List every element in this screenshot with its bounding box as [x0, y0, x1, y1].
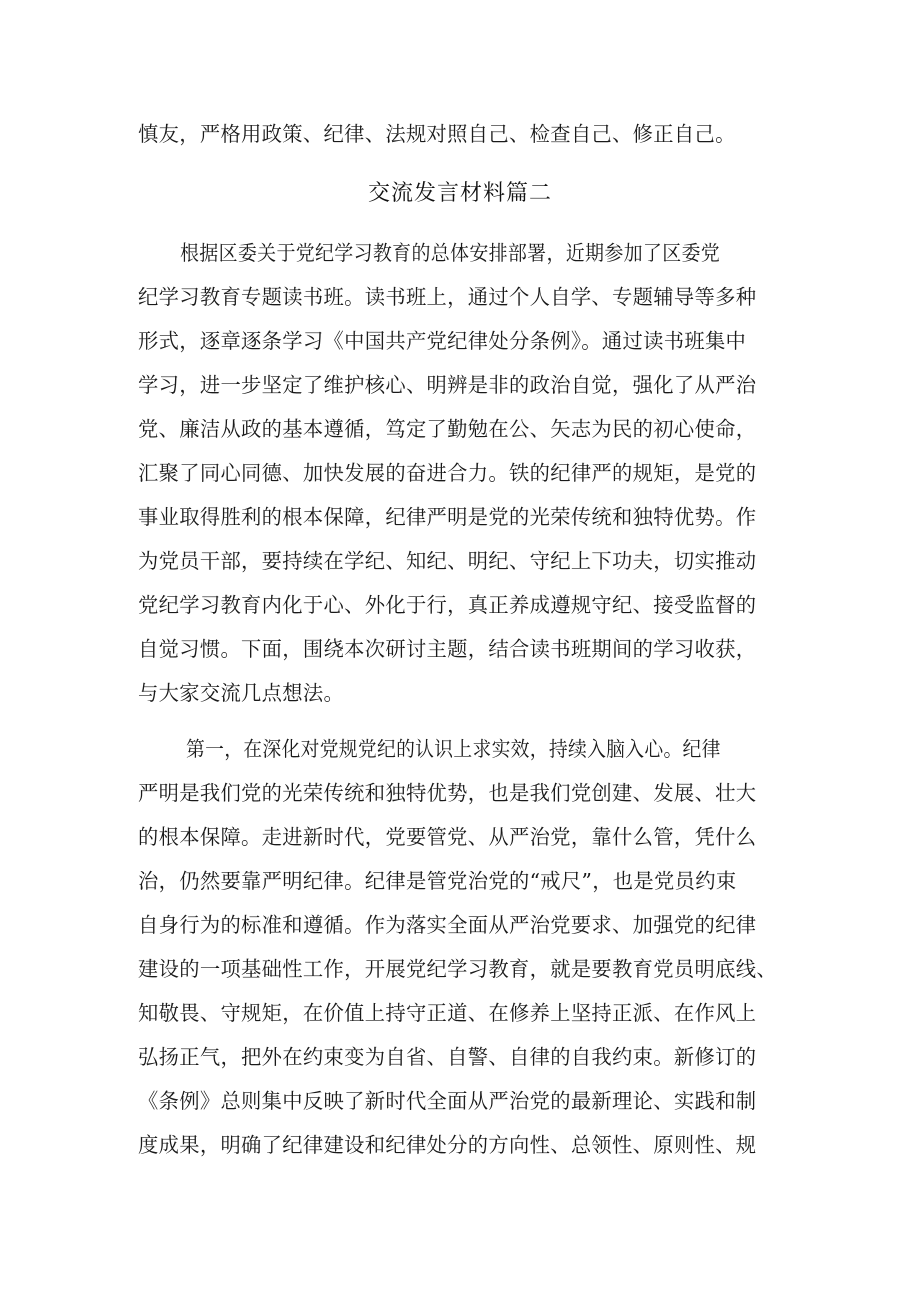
paragraph-line: 学习，进一步坚定了维护核心、明辨是非的政治自觉，强化了从严治 — [138, 373, 757, 397]
paragraph-line: 弘扬正气，把外在约束变为自省、自警、自律的自我约束。新修订的 — [138, 1045, 757, 1069]
paragraph-line: 的根本保障。走进新时代，党要管党、从严治党，靠什么管，凭什么 — [138, 825, 757, 849]
paragraph-line: 知敬畏、守规矩，在价值上持守正道、在修养上坚持正派、在作风上 — [138, 1001, 757, 1025]
paragraph-line: 事业取得胜利的根本保障，纪律严明是党的光荣传统和独特优势。作 — [138, 505, 757, 529]
paragraph-line: 度成果，明确了纪律建设和纪律处分的方向性、总领性、原则性、规 — [138, 1133, 757, 1157]
paragraph-line: 为党员干部，要持续在学纪、知纪、明纪、守纪上下功夫，切实推动 — [138, 549, 757, 573]
paragraph-line: 纪学习教育专题读书班。读书班上，通过个人自学、专题辅导等多种 — [138, 285, 757, 309]
paragraph-line: 第一，在深化对党规党纪的认识上求实效，持续入脑入心。纪律 — [186, 737, 721, 761]
paragraph-line: 自身行为的标准和遵循。作为落实全面从严治党要求、加强党的纪律 — [138, 913, 757, 937]
paragraph-line: 党、廉洁从政的基本遵循，笃定了勤勉在公、矢志为民的初心使命， — [138, 417, 757, 441]
paragraph-line: 与大家交流几点想法。 — [138, 681, 345, 705]
paragraph-line: 建设的一项基础性工作，开展党纪学习教育，就是要教育党员明底线、 — [138, 957, 777, 981]
paragraph-line: 根据区委关于党纪学习教育的总体安排部署，近期参加了区委党 — [180, 241, 721, 265]
paragraph-line: 党纪学习教育内化于心、外化于行，真正养成遵规守纪、接受监督的 — [138, 593, 757, 617]
text-line-continuation: 慎友，严格用政策、纪律、法规对照自己、检查自己、修正自己。 — [138, 122, 736, 146]
paragraph-line: 《条例》总则集中反映了新时代全面从严治党的最新理论、实践和制 — [138, 1089, 757, 1113]
paragraph-line: 严明是我们党的光荣传统和独特优势，也是我们党创建、发展、壮大 — [138, 781, 757, 805]
paragraph-line: 自觉习惯。下面，围绕本次研讨主题，结合读书班期间的学习收获， — [138, 637, 757, 661]
section-title: 交流发言材料篇二 — [367, 181, 552, 206]
paragraph-line: 形式，逐章逐条学习《中国共产党纪律处分条例》。通过读书班集中 — [138, 329, 747, 353]
paragraph-line: 汇聚了同心同德、加快发展的奋进合力。铁的纪律严的规矩，是党的 — [138, 461, 757, 485]
paragraph-line: 治，仍然要靠严明纪律。纪律是管党治党的“戒尺”，也是党员约束 — [138, 869, 737, 893]
